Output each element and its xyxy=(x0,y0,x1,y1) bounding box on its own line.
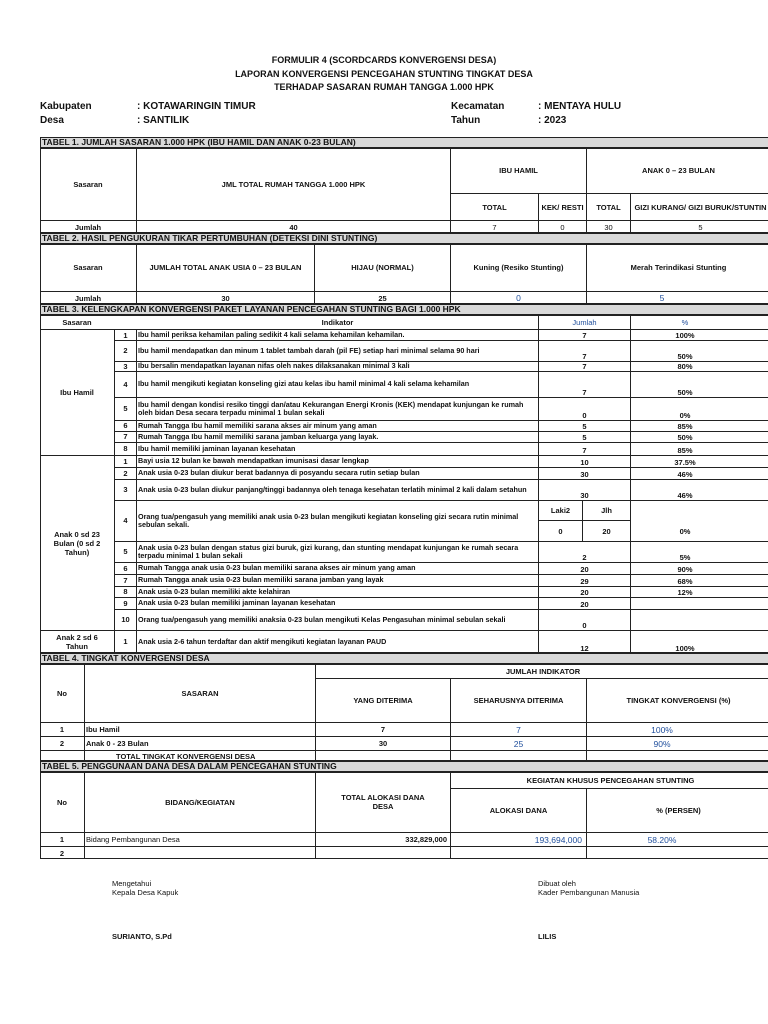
t4-sasaran-header: SASARAN xyxy=(181,688,219,698)
t5-no-header: No xyxy=(57,797,67,807)
t3-row-indikator: Bayi usia 12 bulan ke bawah mendapatkan imunisasi dasar lengkap xyxy=(138,456,369,465)
t2-hijau-value: 25 xyxy=(378,293,387,303)
t3-row-persen: 5% xyxy=(679,553,691,562)
t3-row-no: 10 xyxy=(121,615,130,624)
t3-row-no: 5 xyxy=(123,547,128,556)
t3-row-jumlah: 20 xyxy=(580,588,589,597)
t1-kek-header: KEK/ RESTI xyxy=(541,202,584,212)
t3-row-jumlah: 0 xyxy=(582,411,587,420)
t3-row-persen xyxy=(631,609,739,630)
t5-alokasi-header: ALOKASI DANA xyxy=(489,806,548,815)
t2-sasaran-header: Sasaran xyxy=(73,263,103,272)
t3-group-anak: Anak 0 sd 23 Bulan (0 sd 2 Tahun) xyxy=(53,529,101,557)
sign-right-name: LILIS xyxy=(538,932,557,941)
t3-row-indikator: Anak usia 0-23 bulan dengan status gizi buruk, gizi kurang, dan stunting mendapat kunjungan ke rumah secara terpadu minimal 1 bulan sekali xyxy=(138,542,519,560)
t3-row-no: 3 xyxy=(123,361,128,371)
t3-row-jumlah: 30 xyxy=(580,491,589,500)
t3-row-jumlah: 7 xyxy=(582,388,587,397)
t3-row-indikator: Orang tua/pengasuh yang memiliki anaksia 0-23 bulan mengikuti Kelas Pengasuhan minimal sebulan sekali xyxy=(138,614,506,624)
t3-row-persen: 46% xyxy=(677,470,693,479)
t5-row1-alokasi: 193,694,000 xyxy=(534,834,582,845)
t3-row-persen: 50% xyxy=(677,352,693,361)
t3-row-persen: 68% xyxy=(677,577,693,586)
t3-row-jumlah: 7 xyxy=(582,331,587,340)
t3-row-jumlah: 12 xyxy=(580,644,589,653)
t3-row-jumlah: 10 xyxy=(580,458,589,467)
t3-row-no: 7 xyxy=(123,432,128,441)
t3-row-no: 2 xyxy=(123,346,128,355)
t3-row-indikator: Anak usia 0-23 bulan diukur panjang/tinggi badannya oleh tenaga kesehatan terlatih minimal 2 kali dalam setahun xyxy=(138,484,527,494)
t5-row1-bidang: Bidang Pembangunan Desa xyxy=(86,835,180,844)
t1-gizi-header: GIZI KURANG/ GIZI BURUK/STUNTIN xyxy=(634,202,767,212)
t1-anak-header: ANAK 0 – 23 BULAN xyxy=(642,166,715,175)
t5-kegiatan-header: KEGIATAN KHUSUS PENCEGAHAN STUNTING xyxy=(526,775,695,785)
t3-row-indikator: Ibu hamil mengikuti kegiatan konseling gizi atau kelas ibu hamil minimal 4 kali selama kehamilan xyxy=(138,379,470,388)
t4-tingkat-header: TINGKAT KONVERGENSI (%) xyxy=(626,696,731,705)
t3-row-persen: 50% xyxy=(677,433,693,442)
t3-laki-label: Laki2 xyxy=(550,505,571,515)
t5-row1-total: 332,829,000 xyxy=(405,835,447,844)
t3-row-indikator: Anak usia 0-23 bulan memiliki akte kelahiran xyxy=(138,586,291,596)
t3-row-persen: 46% xyxy=(677,491,693,500)
sign-left-1: Mengetahui xyxy=(112,879,152,888)
t3-sasaran-header: Sasaran xyxy=(62,318,92,327)
t3-row-no: 4 xyxy=(123,379,128,389)
t3-row-no: 9 xyxy=(123,598,128,608)
t3-indikator-header: Indikator xyxy=(321,318,354,327)
t3-row-jumlah: 5 xyxy=(582,433,587,442)
t3-row-no: 6 xyxy=(123,563,128,573)
t3-persen-header: % xyxy=(681,318,689,327)
t3-row-jumlah: 2 xyxy=(582,553,587,562)
t3-row-persen: 85% xyxy=(677,422,693,431)
form-title: FORMULIR 4 (SCORDCARDS KONVERGENSI DESA) xyxy=(271,55,497,65)
table4-title: TABEL 4. TINGKAT KONVERGENSI DESA xyxy=(40,653,768,664)
t4-row1-diterima: 7 xyxy=(380,725,386,734)
t1-sasaran-header: Sasaran xyxy=(73,179,103,189)
t3-row-jlh: 20 xyxy=(602,526,611,536)
t4-jumlah-indikator-header: JUMLAH INDIKATOR xyxy=(505,666,581,676)
t2-hijau-header: HIJAU (NORMAL) xyxy=(351,263,414,272)
t3-row-indikator: Ibu hamil mendapatkan dan minum 1 tablet tambah darah (pil FE) setiap hari minimal selama 90 hari xyxy=(138,345,480,355)
t4-row2-no: 2 xyxy=(59,739,65,748)
kabupaten-value: : KOTAWARINGIN TIMUR xyxy=(137,101,256,112)
t4-row2-seharusnya: 25 xyxy=(513,738,524,749)
t1-kek-value: 0 xyxy=(560,222,565,232)
desa-label: Desa xyxy=(40,115,64,126)
report-title: LAPORAN KONVERGENSI PENCEGAHAN STUNTING TINGKAT DESA xyxy=(235,69,533,79)
t1-jumlah-label: Jumlah xyxy=(74,222,102,232)
t3-row-no: 8 xyxy=(123,444,128,453)
t3-row-persen: 100% xyxy=(675,331,695,340)
t5-row1-no: 1 xyxy=(59,835,65,844)
t2-merah-header: Merah Terindikasi Stunting xyxy=(630,263,727,272)
t3-row-jumlah: 0 xyxy=(558,526,563,536)
t3-row-jumlah: 20 xyxy=(580,600,589,609)
t3-row-jumlah: 0 xyxy=(582,621,587,630)
t3-row-indikator: Rumah Tangga Ibu hamil memiliki sarana akses air minum yang aman xyxy=(138,420,377,430)
t4-diterima-header: YANG DITERIMA xyxy=(353,696,413,705)
t1-ibu-header: IBU HAMIL xyxy=(499,166,538,175)
t3-row-persen: 12% xyxy=(677,588,693,597)
t5-persen-header: % (PERSEN) xyxy=(656,806,701,815)
t5-bidang-header: BIDANG/KEGIATAN xyxy=(165,797,235,807)
t5-total-alokasi-header: TOTAL ALOKASI DANA DESA xyxy=(341,793,425,811)
desa-value: : SANTILIK xyxy=(137,115,190,126)
t3-row-no: 1 xyxy=(123,456,128,466)
t3-row-jumlah: 5 xyxy=(582,422,587,431)
t2-anak-value: 30 xyxy=(221,293,230,303)
sign-left-2: Kepala Desa Kapuk xyxy=(112,888,179,897)
t3-jlh-label: Jlh xyxy=(601,505,612,515)
table5-title: TABEL 5. PENGGUNAAN DANA DESA DALAM PENCEGAHAN STUNTING xyxy=(40,761,768,772)
t4-row1-seharusnya: 7 xyxy=(516,724,521,735)
t3-row-jumlah: 7 xyxy=(582,352,587,361)
t3-row-no: 5 xyxy=(123,404,128,413)
t3-row-indikator: Anak usia 0-23 bulan diukur berat badannya di posyandu secara rutin setiap bulan xyxy=(138,468,420,477)
t3-row-indikator: Ibu bersalin mendapatkan layanan nifas oleh nakes dilaksanakan minimal 3 kali xyxy=(138,361,410,370)
t1-total-header: TOTAL xyxy=(482,202,507,212)
t3-row-jumlah: 29 xyxy=(580,577,589,586)
t3-row-jumlah: 20 xyxy=(580,565,589,574)
t3-row-jumlah: 7 xyxy=(582,362,587,371)
table3-title: TABEL 3. KELENGKAPAN KONVERGENSI PAKET LAYANAN PENCEGAHAN STUNTING BAGI 1.000 HPK xyxy=(40,304,768,315)
kecamatan-value: : MENTAYA HULU xyxy=(538,101,622,112)
t2-merah-value: 5 xyxy=(659,293,665,303)
t3-group-ibu: Ibu Hamil xyxy=(60,388,94,397)
t1-jml-header: JML TOTAL RUMAH TANGGA 1.000 HPK xyxy=(221,179,366,189)
t1-total2-header: TOTAL xyxy=(596,202,621,212)
t3-row-no: 8 xyxy=(123,587,128,596)
t3-row-persen: 90% xyxy=(677,565,693,574)
t3-row-no: 1 xyxy=(123,330,128,340)
t4-row1-tingkat: 100% xyxy=(651,724,673,735)
t5-row1-persen: 58.20% xyxy=(647,834,677,845)
t2-kuning-value: 0 xyxy=(516,293,521,303)
t3-row-no: 6 xyxy=(123,421,128,430)
tahun-label: Tahun xyxy=(451,115,481,126)
t1-ibu-total: 7 xyxy=(492,222,497,232)
sign-left-name: SURIANTO, S.Pd xyxy=(112,932,172,941)
t3-row-persen: 37.5% xyxy=(674,458,696,467)
t3-row-persen: 0% xyxy=(679,411,691,420)
t3-row-persen: 80% xyxy=(677,362,693,371)
kabupaten-label: Kabupaten xyxy=(40,101,92,112)
t3-row-no: 4 xyxy=(123,516,128,525)
sign-right-2: Kader Pembangunan Manusia xyxy=(538,888,640,897)
t3-row-indikator: Ibu hamil dengan kondisi resiko tinggi dan/atau Kekurangan Energi Kronis (KEK) mendapat kunjungan ke rumah oleh bidan Desa secara terpadu minimal 1 bulan sekali xyxy=(138,399,524,417)
t3-row-no: 2 xyxy=(123,468,128,478)
t3-jumlah-header: Jumlah xyxy=(572,318,597,327)
t3-row-indikator: Orang tua/pengasuh yang memiliki anak usia 0-23 bulan mengikuti kegiatan konseling gizi secara rutin minimal sebulan sekali. xyxy=(138,511,519,529)
t4-row2-sasaran: Anak 0 - 23 Bulan xyxy=(86,739,149,748)
t4-no-header: No xyxy=(57,688,67,698)
t3-row-indikator: Rumah Tangga Ibu hamil memiliki sarana jamban keluarga yang layak. xyxy=(138,431,379,441)
t3-row-jumlah: 7 xyxy=(582,446,587,455)
t2-kuning-header: Kuning (Resiko Stunting) xyxy=(473,263,564,272)
t3-row-no: 7 xyxy=(123,575,128,585)
t4-row1-sasaran: Ibu Hamil xyxy=(86,725,120,734)
t3-row-indikator: Anak usia 0-23 bulan memiliki jaminan layanan kesehatan xyxy=(138,598,336,607)
report-subtitle: TERHADAP SASARAN RUMAH TANGGA 1.000 HPK xyxy=(274,82,494,92)
t2-jumlah-label: Jumlah xyxy=(74,293,102,303)
table1-title: TABEL 1. JUMLAH SASARAN 1.000 HPK (IBU HAMIL DAN ANAK 0-23 BULAN) xyxy=(40,137,768,148)
t4-row1-no: 1 xyxy=(59,725,65,734)
t3-row-indikator: Ibu hamil memiliki jaminan layanan kesehatan xyxy=(138,443,296,453)
t1-gizi-value: 5 xyxy=(698,222,703,232)
t4-total-label: TOTAL TINGKAT KONVERGENSI DESA xyxy=(116,751,256,761)
t3-group-anak2: Anak 2 sd 6 Tahun xyxy=(56,633,98,651)
t2-anak-header: JUMLAH TOTAL ANAK USIA 0 – 23 BULAN xyxy=(149,263,302,272)
t4-seharusnya-header: SEHARUSNYA DITERIMA xyxy=(473,696,564,705)
t3-row-jumlah: 30 xyxy=(580,470,589,479)
t3-row-no: 1 xyxy=(123,637,128,646)
t3-row-no: 3 xyxy=(123,485,128,494)
table2-title: TABEL 2. HASIL PENGUKURAN TIKAR PERTUMBUHAN (DETEKSI DINI STUNTING) xyxy=(40,233,768,244)
t4-row2-diterima: 30 xyxy=(378,739,388,748)
t3-row-persen: 0% xyxy=(679,526,691,536)
t3-row-indikator: Anak usia 2-6 tahun terdaftar dan aktif mengikuti kegiatan layanan PAUD xyxy=(138,636,387,646)
t3-row-persen: 85% xyxy=(677,446,693,455)
kecamatan-label: Kecamatan xyxy=(451,101,505,112)
t3-row-persen: 50% xyxy=(677,388,693,397)
t1-rt-value: 40 xyxy=(289,222,298,232)
t3-row-indikator: Rumah Tangga anak usia 0-23 bulan memiliki sarana akses air minum yang aman xyxy=(138,563,416,572)
t3-row-persen xyxy=(631,597,739,609)
t4-row2-tingkat: 90% xyxy=(653,738,671,749)
t3-row-indikator: Ibu hamil periksa kehamilan paling sedikit 4 kali selama kehamilan kehamilan. xyxy=(138,330,405,339)
t1-anak-total: 30 xyxy=(604,222,613,232)
t3-row-indikator: Rumah Tangga anak usia 0-23 bulan memiliki sarana jamban yang layak xyxy=(138,575,384,584)
t5-row2-no: 2 xyxy=(59,848,65,858)
t3-row-persen: 100% xyxy=(675,644,695,653)
tahun-value: : 2023 xyxy=(538,115,567,126)
sign-right-1: Dibuat oleh xyxy=(538,879,576,888)
